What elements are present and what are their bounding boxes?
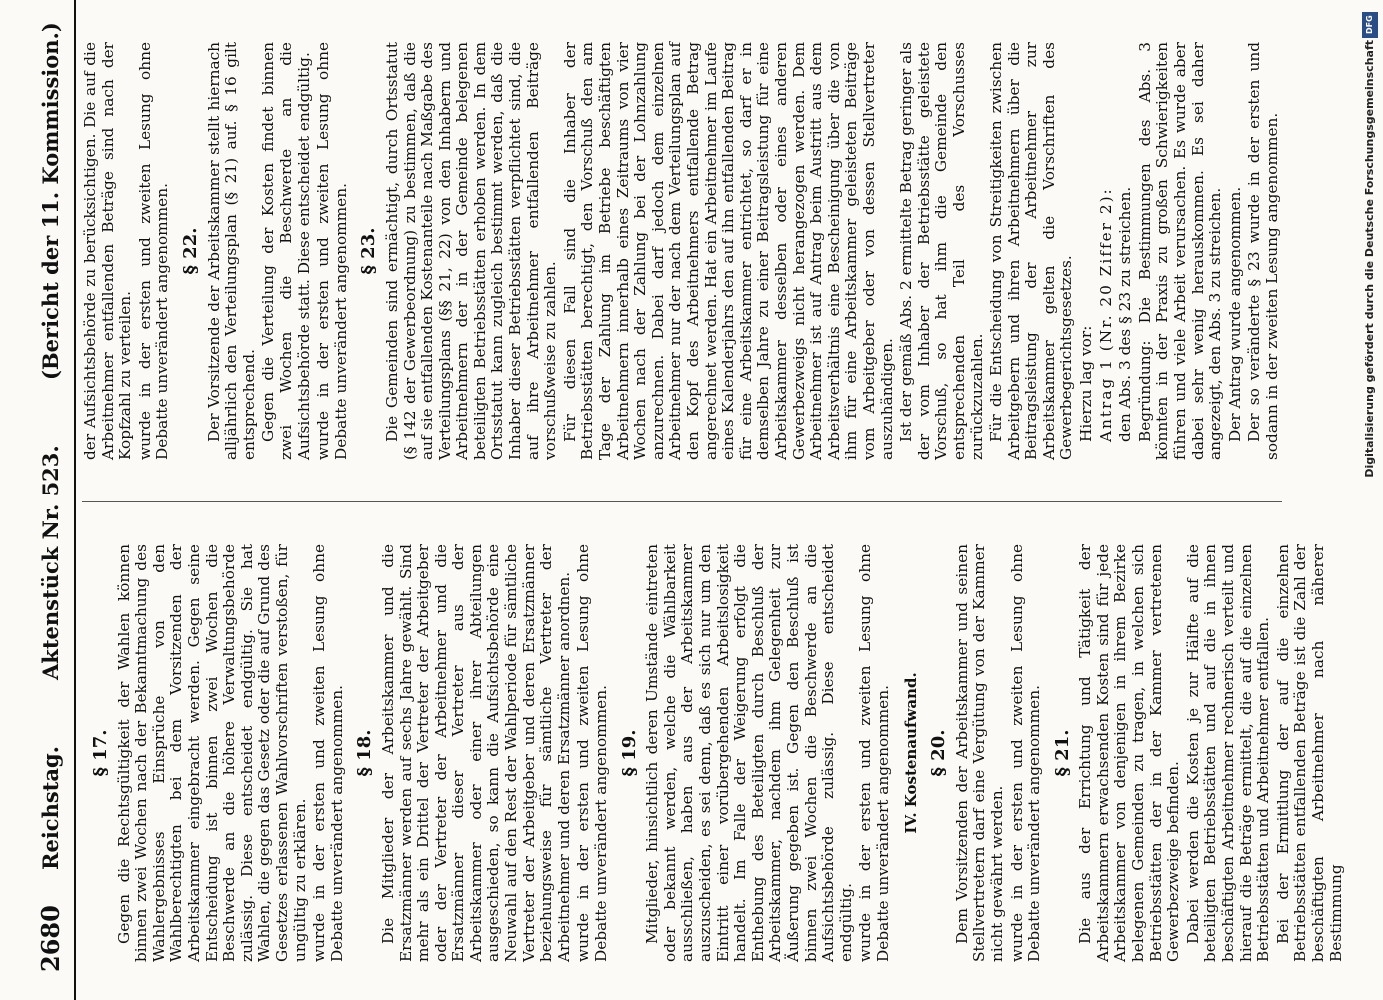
section-22-text-2: Gegen die Verteilung der Kosten findet binnen zwei Wochen die Beschwerde an die Aufsichtsbehörde statt. Diese entscheidet endgültig. [259, 42, 313, 460]
section-21-text-3: Bei der Ermittlung der auf die einzelnen Betriebsstätten entfallenden Beträge ist die Zahl der beschäftigten Arbeitnehmer nach näherer Bestimmung [1273, 544, 1345, 962]
section-23-justification: Begründung: Die Bestimmungen des Abs. 3 könnten in der Praxis zu großen Schwierigkeiten führen und viele Arbeit verursachen. Es wurde aber dabei sehr wenig herauskommen. Es sei daher angezeigt, den Abs. 3 zu streichen. [1135, 42, 1225, 460]
section-19-text: Mitglieder, hinsichtlich deren Umstände eintreten oder bekannt werden, welche die Wählbarkeit ausschließen, haben aus der Arbeitskammer auszuscheiden, es sei denn, daß es sich nur um den Eintritt einer vorübergehenden Arbeitslosigkeit handelt. Im Falle der Weigerung erfolgt die Enthebung des Beteiligten durch Beschluß der Arbeitskammer, nachdem ihm Gelegenheit zur Äußerung gegeben ist. Gegen den Beschluß ist binnen zwei Wochen die Beschwerde an die Aufsichtsbehörde zulässig. Diese entscheidet endgültig. [643, 544, 855, 962]
section-23-motion: Antrag 1 (Nr. 20 Ziffer 2): [1096, 187, 1115, 442]
column-divider [82, 501, 1282, 502]
left-column [82, 544, 1347, 962]
section-23-text-4: Für die Entscheidung von Streitigkeiten zwischen Arbeitgebern und ihren Arbeitnehmern über die Beitragsleistung der Arbeitnehmer zur Arbeitskammer gelten die Vorschriften des Gewerbegerichtsgesetzes. [987, 42, 1076, 460]
part-iv-heading: IV. Kostenaufwand. [901, 672, 920, 834]
header-center-title: Aktenstück Nr. 523. [38, 445, 63, 680]
section-23-text-2: Für diesen Fall sind die Inhaber der Betriebsstätten berechtigt, den Vorschuß den am Tage der Zahlung im Betriebe beschäftigten Arbeitnehmern innerhalb eines Zeitraums von vier Wochen nach der Zahlung bei der Lohnzahlung anzurechnen. Dabei darf jedoch dem einzelnen Arbeitnehmer nur der nach dem Verteilungsplan auf den Kopf des Arbeitnehmers entfallende Betrag angerechnet werden. Hat ein Arbeitnehmer im Laufe eines Kalenderjahrs den auf ihn entfallenden Beitrag für eine Arbeitskammer entrichtet, so darf er in demselben Jahre zu einer Beitragsleistung für eine Arbeitskammer desselben oder eines anderen Gewerbezweigs nicht herangezogen werden. Dem Arbeitnehmer ist auf Antrag beim Austritt aus dem Arbeitsverhältnis eine Bescheinigung über die von ihm für eine Arbeitskammer geleisteten Beiträge vom Arbeitgeber oder von dessen Stellvertreter auszuhändigen. [560, 42, 896, 460]
section-20-title: § 20. [928, 729, 950, 777]
section-20-text: Dem Vorsitzenden der Arbeitskammer und seinen Stellvertretern darf eine Vergütung von der Kammer nicht gewährt werden. [952, 544, 1006, 962]
digitization-note [1356, 0, 1383, 1000]
section-17-title: § 17. [90, 729, 111, 777]
section-23-text-1: Die Gemeinden sind ermächtigt, durch Ortsstatut (§ 142 der Gewerbeordnung) zu bestimmen, daß die auf sie entfallenden Kostenanteile nach Maßgabe des Verteilungsplans (§§ 21, 22) von den Inhabern und Arbeitnehmern der in der Gemeinde belegenen beteiligten Betriebsstätten erhoben werden. In dem Ortsstatut kann zugleich bestimmt werden, daß die Inhaber dieser Betriebsstätten verpflichtet sind, die auf ihre Arbeitnehmer entfallenden Beiträge vorschußweise zu zahlen. [382, 42, 560, 460]
digitization-note-text: Digitalisierung gefördert durch die Deutsche Forschungsgemeinschaft [1363, 40, 1376, 478]
section-23-text-3: Ist der gemäß Abs. 2 ermittelte Betrag geringer als der vom Inhaber der Betriebsstätte geleistete Vorschuß, so hat ihm die Gemeinde den entsprechenden Teil des Vorschusses zurückzuzahlen. [897, 42, 986, 460]
section-23-text-5: Hierzu lag vor: [1077, 325, 1096, 442]
header-right-title: (Bericht der 11. Kommission.) [38, 22, 63, 380]
section-23-title: § 23. [358, 227, 380, 275]
section-22-result: wurde in der ersten und zweiten Lesung ohne Debatte unverändert angenommen. [314, 42, 350, 460]
section-21-text-2: Dabei werden die Kosten je zur Hälfte auf die beteiligten Betriebsstätten und auf die in ihnen beschäftigten Arbeitnehmer rechnerisch verteilt und hierauf die Beträge ermittelt, die auf die einzelnen Betriebsstätten und Arbeitnehmer entfallen. [1183, 544, 1273, 962]
section-21-title: § 21. [1051, 729, 1073, 777]
section-19-title: § 19. [618, 729, 640, 777]
header-left-title: Reichstag. [38, 746, 63, 870]
dfg-logo: DFG [1362, 12, 1378, 38]
section-22-title: § 22. [179, 227, 201, 275]
section-17-result: wurde in der ersten und zweiten Lesung ohne Debatte unverändert angenommen. [310, 544, 346, 962]
section-23-result: Der so veränderte § 23 wurde in der ersten und sodann in der zweiten Lesung angenommen. [1245, 42, 1281, 460]
section-22-text-1: Der Vorsitzende der Arbeitskammer stellt hiernach alljährlich den Verteilungsplan (§ 21) auf. § 16 gilt entsprechend. [204, 42, 258, 460]
section-18-result: wurde in der ersten und zweiten Lesung ohne Debatte unverändert angenommen. [574, 544, 611, 962]
section-23-motion-text: den Abs. 3 des § 23 zu streichen. [1116, 186, 1135, 442]
section-20-result: wurde in der ersten und zweiten Lesung ohne Debatte unverändert angenommen. [1007, 544, 1044, 962]
section-23-decision: Der Antrag wurde angenommen. [1225, 186, 1244, 442]
section-19-result: wurde in der ersten und zweiten Lesung ohne Debatte unverändert angenommen. [856, 544, 892, 962]
section-21-continuation: der Aufsichtsbehörde zu berücksichtigen. Die auf die Arbeitnehmer entfallenden Beträge sind nach der Kopfzahl zu verteilen. [81, 42, 135, 460]
page-header [30, 0, 76, 1000]
section-21-text-1: Die aus der Errichtung und Tätigkeit der Arbeitskammern erwachsenden Kosten sind für jede Arbeitskammer von denjenigen in ihrem Bezirke belegenen Gemeinden zu tragen, in welchen sich Betriebsstätten der in der Kammer vertretenen Gewerbezweige befinden. [1076, 544, 1183, 962]
right-column [82, 42, 1284, 460]
section-18-title: § 18. [354, 729, 376, 777]
section-17-text: Gegen die Rechtsgültigkeit der Wahlen können binnen zwei Wochen nach der Bekanntmachung des Wahlergebnisses Einsprüche von den Wahlberechtigten bei dem Vorsitzenden der Arbeitskammer eingebracht werden. Gegen seine Entscheidung ist binnen zwei Wochen die Beschwerde an die höhere Verwaltungsbehörde zulässig. Diese entscheidet endgültig. Sie hat Wahlen, die gegen das Gesetz oder die auf Grund des Gesetzes erlassenen Wahlvorschriften verstoßen, für ungültig zu erklären. [114, 544, 309, 962]
section-18-text: Die Mitglieder der Arbeitskammer und die Ersatzmänner werden auf sechs Jahre gewählt. Sind mehr als ein Drittel der Vertreter der Arbeitgeber oder der Vertreter der Arbeitnehmer und die Ersatzmänner dieser Vertreter aus der Arbeitskammer oder einer ihrer Abteilungen ausgeschieden, so kann die Aufsichtsbehörde eine Neuwahl auf den Rest der Wahlperiode für sämtliche Vertreter der Arbeitgeber und deren Ersatzmänner beziehungsweise für sämtliche Vertreter der Arbeitnehmer und deren Ersatzmänner anordnen. [378, 544, 573, 962]
section-21-result: wurde in der ersten und zweiten Lesung ohne Debatte unverändert angenommen. [135, 42, 172, 460]
page-number: 2680 [36, 905, 65, 972]
